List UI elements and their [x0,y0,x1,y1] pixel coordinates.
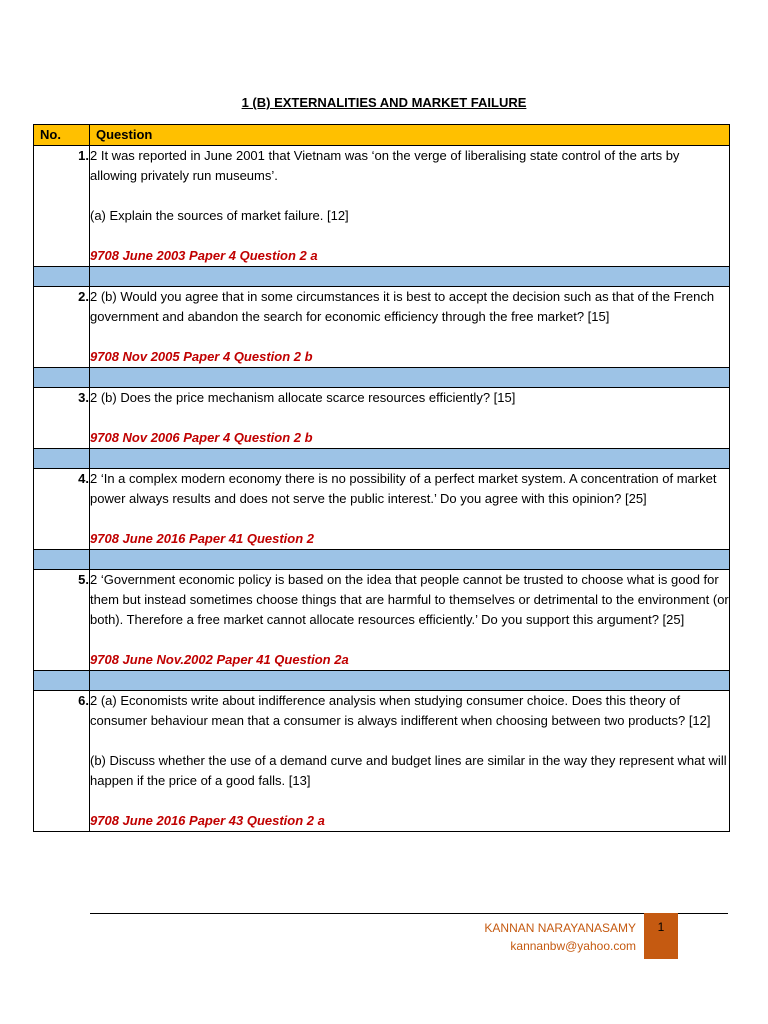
question-number: 4. [34,469,90,550]
exam-reference: 9708 June 2016 Paper 43 Question 2 a [90,813,325,828]
question-cell [90,570,730,671]
table-header-row [34,125,730,146]
question-text: 2 (a) Economists write about indifference analysis when studying consumer choice. Does this theory of consumer behaviour mean that a consumer is always indifferent when choosing between two products? [12] [90,693,711,728]
exam-reference: 9708 June 2016 Paper 41 Question 2 [90,531,315,546]
header-question: Question [90,125,730,146]
question-text: 2 ‘Government economic policy is based on the idea that people cannot be trusted to choose what is good for them but instead sometimes choose things that are harmful to themselves or detrimental to the environment (or both). Therefore a free market cannot allocate resources efficiently.’ Do you support this argument? [25] [90,572,729,627]
table-row [34,146,730,267]
exam-reference: 9708 June 2003 Paper 4 Question 2 a [90,248,318,263]
footer-email[interactable]: kannanbw@yahoo.com [510,939,636,953]
table-row [34,287,730,368]
page-number: 1 [644,913,678,959]
footer-author: KANNAN NARAYANASAMY [484,921,636,935]
question-cell [90,691,730,832]
question-cell [90,287,730,368]
footer-divider [90,913,728,914]
question-number: 6. [34,691,90,832]
question-cell [90,469,730,550]
page-title: 1 (B) EXTERNALITIES AND MARKET FAILURE [241,95,527,110]
exam-reference: 9708 Nov 2005 Paper 4 Question 2 b [90,349,313,364]
table-row [34,691,730,832]
table-row [34,469,730,550]
exam-reference: 9708 Nov 2006 Paper 4 Question 2 b [90,430,313,445]
question-cell [90,388,730,449]
separator-row [34,449,730,469]
footer-author-block [484,919,636,955]
question-text: 2 ‘In a complex modern economy there is no possibility of a perfect market system. A concentration of market power always results and does not serve the public interest.’ Do you agree with this opinion? [25] [90,471,717,506]
questions-table [33,124,730,832]
question-text: (a) Explain the sources of market failure. [12] [90,208,349,223]
question-number: 1. [34,146,90,267]
table-row [34,570,730,671]
separator-row [34,550,730,570]
question-number: 3. [34,388,90,449]
exam-reference: 9708 June Nov.2002 Paper 41 Question 2a [90,652,349,667]
separator-row [34,267,730,287]
separator-row [34,671,730,691]
question-number: 2. [34,287,90,368]
separator-row [34,368,730,388]
question-text: (b) Discuss whether the use of a demand curve and budget lines are similar in the way they represent what will happen if the price of a good falls. [13] [90,753,727,788]
question-text: 2 (b) Does the price mechanism allocate scarce resources efficiently? [15] [90,390,516,405]
question-text: 2 It was reported in June 2001 that Vietnam was ‘on the verge of liberalising state control of the arts by allowing privately run museums’. [90,148,680,183]
question-cell [90,146,730,267]
header-no: No. [34,125,90,146]
table-row [34,388,730,449]
question-text: 2 (b) Would you agree that in some circumstances it is best to accept the decision such as that of the French government and abandon the search for economic efficiency through the free market? [15] [90,289,715,324]
question-number: 5. [34,570,90,671]
